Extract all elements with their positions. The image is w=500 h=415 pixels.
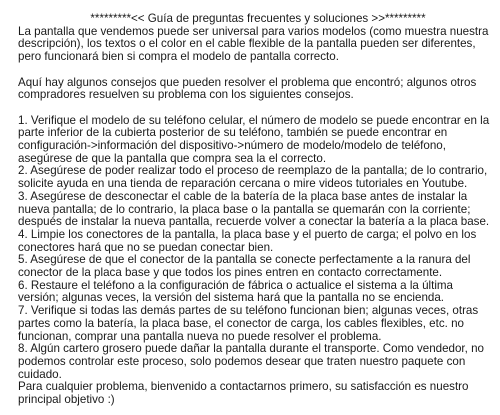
- step-item: 6. Restaure el teléfono a la configuración de fábrica o actualice el sistema a la última versión; algunas veces, la versión del sistema hará que la pantalla no se encienda.: [18, 278, 454, 305]
- paragraph-gap: [18, 102, 492, 115]
- step-item: 4. Limpie los conectores de la pantalla, la placa base y el puerto de carga; el polvo en los conectores hará que no se puedan conectar bien.: [18, 227, 477, 254]
- step-item: 3. Asegúrese de desconectar el cable de la batería de la placa base antes de instalar la nueva pantalla; de lo contrario, la placa base o la pantalla se quemarán con la corriente; después de instalar la nueva pantalla, recuerde volver a conectar la batería a la placa base.: [18, 189, 490, 229]
- steps-list: [18, 115, 492, 382]
- document-title: *********<< Guía de preguntas frecuentes y soluciones >>*********: [90, 12, 426, 25]
- lead-paragraph: Aquí hay algunos consejos que pueden resolver el problema que encontró; algunos otros compradores resuelven su problema con los siguientes consejos.: [18, 75, 477, 102]
- step-item: 8. Algún cartero grosero puede dañar la pantalla durante el transporte. Como vendedor, no podemos controlar este proceso, solo podemos desear que traten nuestro paquete con cuidado.: [18, 342, 484, 381]
- step-item: 7. Verifique si todas las demás partes de su teléfono funcionan bien; algunas veces, otras partes como la batería, la placa base, el conector de carga, los cables flexibles, etc. no funcionan, comprar una pantalla nueva no puede resolver el problema.: [18, 304, 479, 343]
- closing-paragraph: Para cualquier problema, bienvenido a contactarnos primero, su satisfacción es nuestro principal objetivo :): [18, 380, 469, 407]
- step-item: 2. Asegúrese de poder realizar todo el proceso de reemplazo de la pantalla; de lo contrario, solicite ayuda en una tienda de reparación cercana o mire videos tutoriales en Youtube.: [18, 164, 488, 191]
- step-item: 5. Asegúrese de que el conector de la pantalla se conecte perfectamente a la ranura del conector de la placa base y que todos los pines entren en contacto correctamente.: [18, 253, 471, 280]
- paragraph-gap: [18, 64, 492, 77]
- intro-paragraph: La pantalla que vendemos puede ser universal para varios modelos (como muestra nuestra descripción), los textos o el color en el cable flexible de la pantalla pueden ser diferentes, pero funcionará bien si compra el modelo de pantalla correcto.: [18, 24, 489, 64]
- step-item: 1. Verifique el modelo de su teléfono celular, el número de modelo se puede encontrar en la parte inferior de la cubierta posterior de su teléfono, también se puede encontrar en configuración->información del dispositivo->número de modelo/modelo de teléfono, asegúrese de que la pantalla que compra sea la el correcto.: [18, 113, 490, 165]
